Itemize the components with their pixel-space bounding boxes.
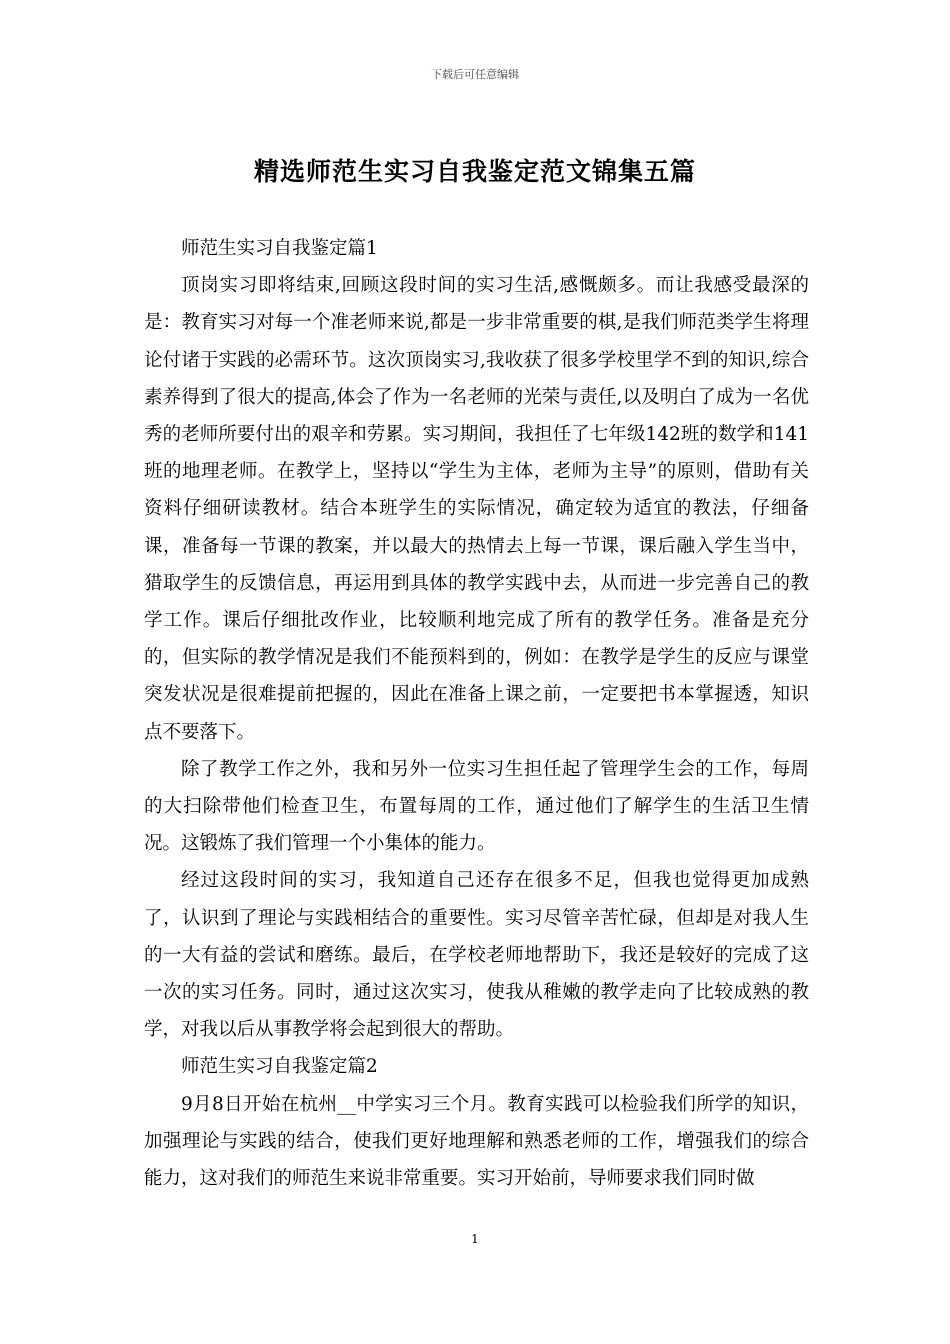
paragraph: 除了教学工作之外，我和另外一位实习生担任起了管理学生会的工作，每周的大扫除带他们检查卫生，布置每周的工作，通过他们了解学生的生活卫生情况。这锻炼了我们管理一个小集体的能力。 bbox=[144, 758, 809, 855]
header-note: 下载后可任意编辑 bbox=[431, 68, 519, 81]
paragraph: 顶岗实习即将结束,回顾这段时间的实习生活,感慨颇多。而让我感受最深的是：教育实习对每一个准老师来说,都是一步非常重要的棋,是我们师范类学生将理论付诸于实践的必需环节。这次顶岗实习,我收获了很多学校里学不到的知识,综合素养得到了很大的提高,体会了作为一名老师的光荣与责任,以及明白了成为一名优秀的老师所要付出的艰辛和劳累。实习期间，我担任了七年级142班的数学和141班的地理老师。在教学上，坚持以“学生为主体，老师为主导”的原则，借助有关资料仔细研读教材。结合本班学生的实际情况，确定较为适宜的教法，仔细备课，准备每一节课的教案，并以最大的热情去上每一节课，课后融入学生当中，猎取学生的反馈信息，再运用到具体的教学实践中去，从而进一步完善自己的教学工作。课后仔细批改作业，比较顺利地完成了所有的教学任务。准备是充分的，但实际的教学情况是我们不能预料到的，例如：在教学是学生的反应与课堂突发状况是很难提前把握的，因此在准备上课之前，一定要把书本掌握透，知识点不要落下。 bbox=[144, 275, 809, 743]
section-heading: 师范生实习自我鉴定篇1 bbox=[181, 238, 378, 259]
page-number: 1 bbox=[471, 1232, 479, 1246]
paragraph: 经过这段时间的实习，我知道自己还存在很多不足，但我也觉得更加成熟了，认识到了理论与实践相结合的重要性。实习尽管辛苦忙碌，但却是对我人生的一大有益的尝试和磨练。最后，在学校老师地帮助下，我还是较好的完成了这一次的实习任务。同时，通过这次实习，使我从稚嫩的教学走向了比较成熟的教学，对我以后从事教学将会起到很大的帮助。 bbox=[144, 870, 809, 1041]
document-title: 精选师范生实习自我鉴定范文锦集五篇 bbox=[253, 157, 696, 186]
paragraph: 9月8日开始在杭州__中学实习三个月。教育实践可以检验我们所学的知识，加强理论与实践的结合，使我们更好地理解和熟悉老师的工作，增强我们的综合能力，这对我们的师范生来说非常重要。实习开始前，导师要求我们同时做 bbox=[144, 1093, 809, 1190]
document-body bbox=[144, 230, 809, 1197]
section-heading: 师范生实习自我鉴定篇2 bbox=[181, 1056, 378, 1078]
